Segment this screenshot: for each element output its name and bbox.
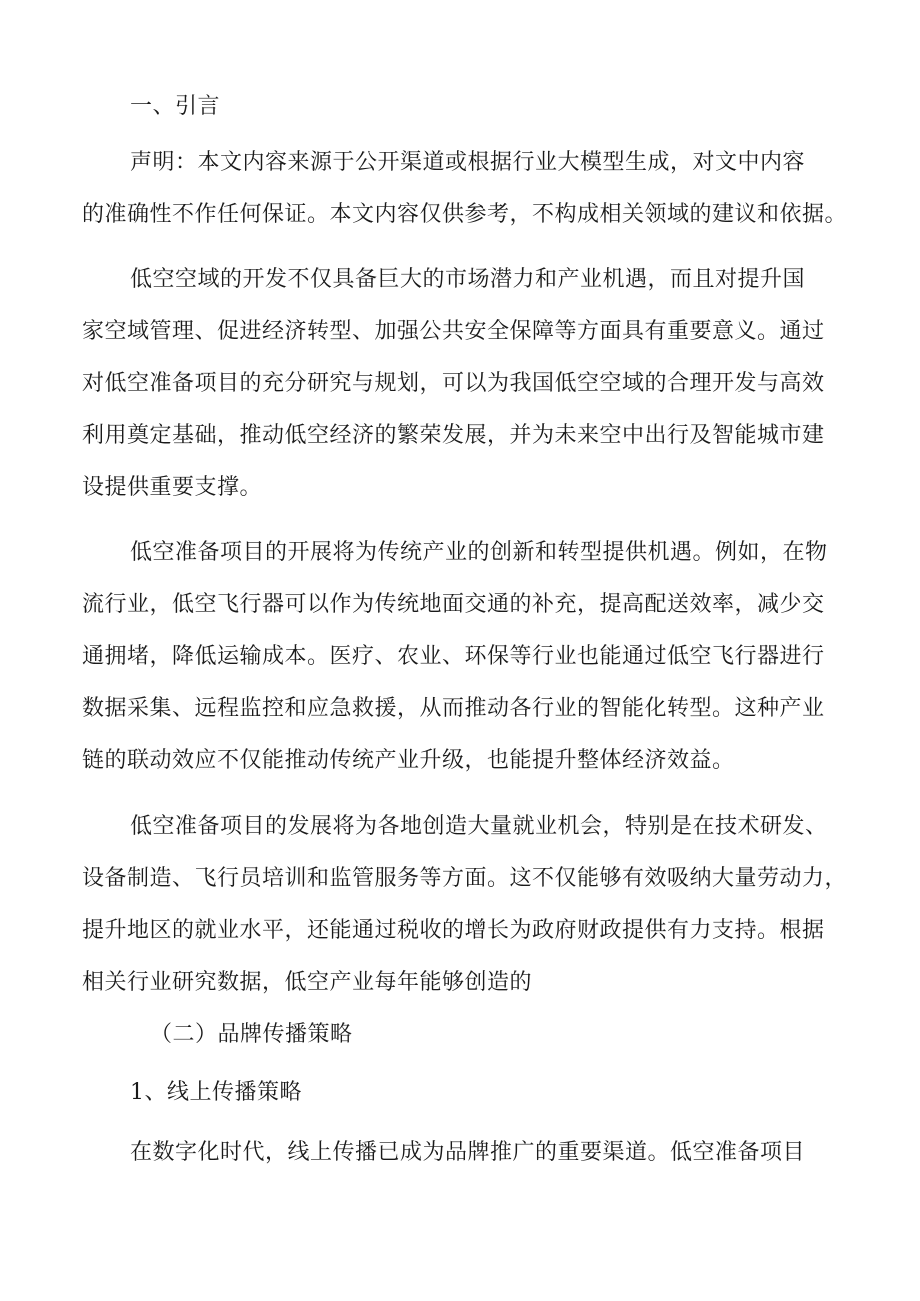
statement-line-2: 的准确性不作任何保证。本文内容仅供参考，不构成相关领域的建议和依据。 [82,202,848,227]
subsection-heading-online-strategy: 1、线上传播策略 [130,1080,302,1105]
paragraph-1-line-3: 对低空准备项目的充分研究与规划，可以为我国低空空域的合理开发与高效 [82,371,825,396]
paragraph-4-line-1: 在数字化时代，线上传播已成为品牌推广的重要渠道。低空准备项目 [130,1140,806,1165]
statement-line-1: 声明：本文内容来源于公开渠道或根据行业大模型生成，对文中内容 [130,150,806,175]
paragraph-3-line-1: 低空准备项目的发展将为各地创造大量就业机会，特别是在技术研发、 [130,814,828,839]
paragraph-2-line-5: 链的联动效应不仅能推动传统产业升级，也能提升整体经济效益。 [82,748,735,773]
paragraph-3-line-3: 提升地区的就业水平，还能通过税收的增长为政府财政提供有力支持。根据 [82,918,825,943]
section-heading-introduction: 一、引言 [130,94,221,119]
paragraph-1-line-4: 利用奠定基础，推动低空经济的繁荣发展，并为未来空中出行及智能城市建 [82,423,825,448]
paragraph-3-line-4: 相关行业研究数据，低空产业每年能够创造的 [82,970,533,995]
paragraph-2-line-3: 通拥堵，降低运输成本。医疗、农业、环保等行业也能通过低空飞行器进行 [82,644,825,669]
paragraph-2-line-1: 低空准备项目的开展将为传统产业的创新和转型提供机遇。例如，在物 [130,540,828,565]
paragraph-2-line-2: 流行业，低空飞行器可以作为传统地面交通的补充，提高配送效率，减少交 [82,592,825,617]
paragraph-1-line-5: 设提供重要支撑。 [82,475,263,500]
paragraph-1-line-1: 低空空域的开发不仅具备巨大的市场潜力和产业机遇，而且对提升国 [130,267,806,292]
paragraph-3-line-2: 设备制造、飞行员培训和监管服务等方面。这不仅能够有效吸纳大量劳动力， [82,866,848,891]
paragraph-1-line-2: 家空域管理、促进经济转型、加强公共安全保障等方面具有重要意义。通过 [82,319,825,344]
section-heading-brand-strategy: （二）品牌传播策略 [150,1022,353,1047]
paragraph-2-line-4: 数据采集、远程监控和应急救援，从而推动各行业的智能化转型。这种产业 [82,696,825,721]
